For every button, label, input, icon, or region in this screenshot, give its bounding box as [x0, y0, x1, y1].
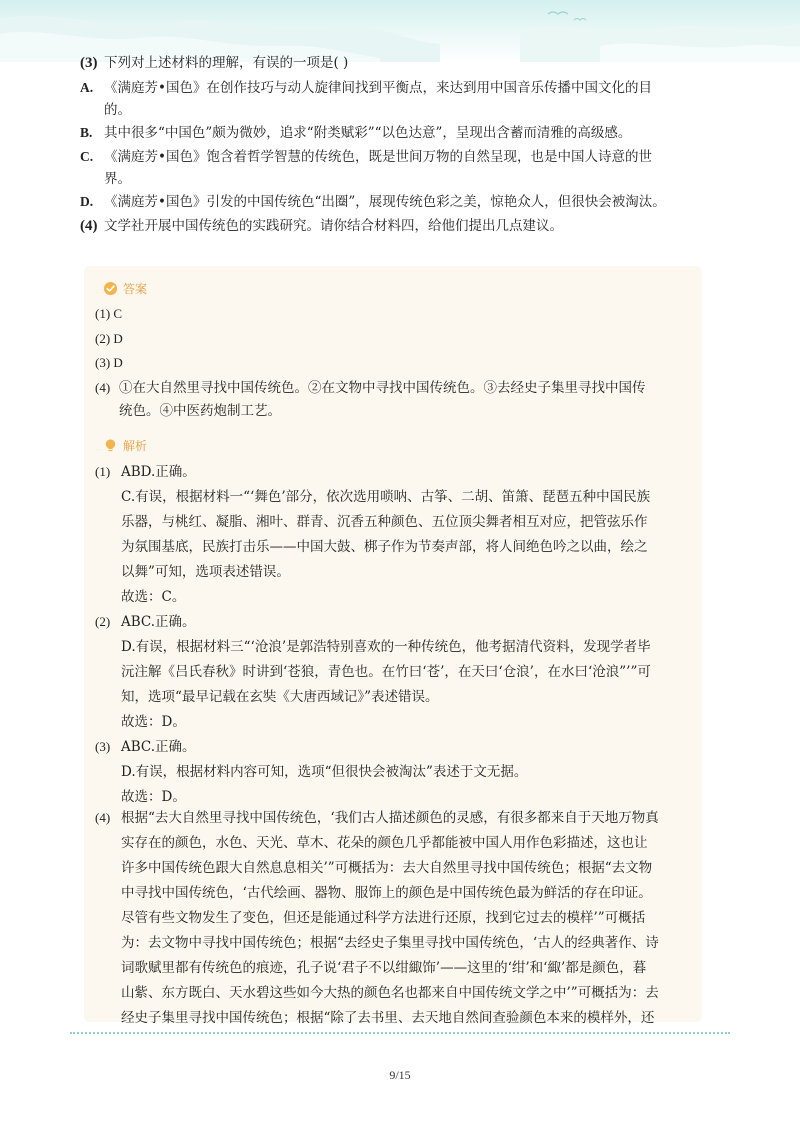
analysis-line: 许多中国传统色跟大自然息息相关’”可概括为：去大自然里寻找中国传统色；根据“去文物	[121, 860, 653, 876]
analysis-line: 以舞”可知，选项表述错误。	[121, 564, 290, 580]
option-b	[80, 122, 631, 144]
option-label: C.	[80, 149, 94, 164]
analysis-line: C.有误，根据材料一“‘舞色’部分，依次选用唢呐、古筝、二胡、笛箫、琵琶五种中国民族	[121, 489, 651, 505]
option-label: A.	[80, 80, 94, 95]
answer-title: 答案	[123, 282, 148, 296]
analysis-item-1-number: (1)	[95, 464, 111, 479]
check-circle-icon	[103, 281, 118, 296]
option-c	[80, 146, 652, 168]
page-number: 9/15	[389, 1068, 411, 1082]
analysis-line: 根据“去大自然里寻找中国传统色，‘我们古人描述颜色的灵感，有很多都来自于天地万物真	[121, 810, 659, 826]
answer-item-4-line: ①在大自然里寻找中国传统色。②在文物中寻找中国传统色。③去经史子集里寻找中国传	[119, 380, 646, 396]
answer-item-1: (1) C	[95, 306, 123, 321]
option-text: 《满庭芳•国色》在创作技巧与动人旋律间找到平衡点，来达到用中国音乐传播中国文化的目	[104, 80, 652, 96]
analysis-line: 实存在的颜色，水色、天光、草木、花朵的颜色几乎都能被中国人用作色彩描述，这也让	[121, 835, 648, 851]
analysis-line: 知，选项“最早记载在玄奘《大唐西域记》”表述错误。	[121, 689, 439, 705]
analysis-line: 经史子集里寻找中国传统色；根据“除了去书里、去天地自然间查验颜色本来的模样外，还	[121, 1010, 655, 1026]
answer-item-3: (3) D	[95, 355, 123, 370]
question-4	[80, 215, 563, 237]
option-label: B.	[80, 125, 93, 140]
question-number: (3)	[80, 55, 98, 71]
lightbulb-icon	[103, 438, 118, 453]
analysis-line: 词歌赋里都有传统色的痕迹，孔子说‘君子不以绀緅饰’——这里的‘绀’和‘緅’都是颜色，暮	[121, 960, 647, 976]
question-text: 文学社开展中国传统色的实践研究。请你结合材料四，给他们提出几点建议。	[104, 218, 563, 234]
answer-item-4-line: 统色。④中医药炮制工艺。	[119, 403, 281, 419]
analysis-line: 故选：D。	[121, 789, 186, 805]
answer-item-2: (2) D	[95, 331, 123, 346]
analysis-item-4-number: (4)	[95, 810, 111, 825]
answer-item-4-number: (4)	[95, 380, 111, 395]
answer-header	[103, 280, 147, 297]
analysis-line: 山紫、东方既白、天水碧这些如今大热的颜色名也都来自中国传统文学之中’”可概括为：去	[121, 985, 659, 1001]
analysis-line: ABC.正确。	[121, 739, 196, 755]
option-label: D.	[80, 194, 94, 209]
analysis-line: ABD.正确。	[121, 464, 196, 480]
analysis-line: D.有误，根据材料三“‘沧浪’是郭浩特别喜欢的一种传统色，他考据清代资料，发现学者毕	[121, 639, 651, 655]
option-c-continuation: 界。	[104, 171, 131, 187]
analysis-line: 为：去文物中寻找中国传统色；根据“去经史子集里寻找中国传统色，‘古人的经典著作、诗	[121, 935, 659, 951]
analysis-line: 乐器，与桃红、凝脂、湘叶、群青、沉香五种颜色、五位顶尖舞者相互对应，把管弦乐作	[121, 514, 648, 530]
analysis-line: 为氛围基底，民族打击乐——中国大鼓、梆子作为节奏声部，将人间绝色吟之以曲，绘之	[121, 539, 648, 555]
analysis-line: D.有误，根据材料内容可知，选项“但很快会被淘汰”表述于文无据。	[121, 764, 528, 780]
option-a-continuation: 的。	[104, 102, 131, 118]
option-text: 《满庭芳•国色》引发的中国传统色“出圈”，展现传统色彩之美，惊艳众人，但很快会被淘汰。	[104, 194, 666, 210]
analysis-line: 尽管有些文物发生了变色，但还是能通过科学方法进行还原，找到它过去的模样’”可概括	[121, 910, 646, 926]
analysis-line: 故选：D。	[121, 714, 186, 730]
analysis-item-2-number: (2)	[95, 614, 111, 629]
option-text: 其中很多“中国色”颇为微妙，追求“附类赋彩”“以色达意”，呈现出含蓄而清雅的高级感。	[104, 125, 632, 141]
analysis-line: ABC.正确。	[121, 614, 196, 630]
option-d	[80, 191, 666, 213]
footer-divider	[70, 1032, 730, 1034]
analysis-line: 故选：C。	[121, 589, 186, 605]
question-text: 下列对上述材料的理解，有误的一项是( )	[104, 55, 349, 71]
analysis-line: 中寻找中国传统色，‘古代绘画、器物、服饰上的颜色是中国传统色最为鲜活的存在印证。	[121, 885, 652, 901]
analysis-title: 解析	[123, 439, 148, 453]
question-number: (4)	[80, 218, 98, 234]
option-a	[80, 77, 652, 99]
question-3	[80, 52, 348, 74]
analysis-line: 沅注解《吕氏春秋》时讲到‘苍狼，青色也。在竹曰‘苍’，在天曰‘仓浪’，在水曰‘沧浪”’”可	[121, 664, 651, 680]
analysis-item-3-number: (3)	[95, 739, 111, 754]
analysis-header	[103, 437, 147, 454]
option-text: 《满庭芳•国色》饱含着哲学智慧的传统色，既是世间万物的自然呈现，也是中国人诗意的世	[104, 149, 652, 165]
